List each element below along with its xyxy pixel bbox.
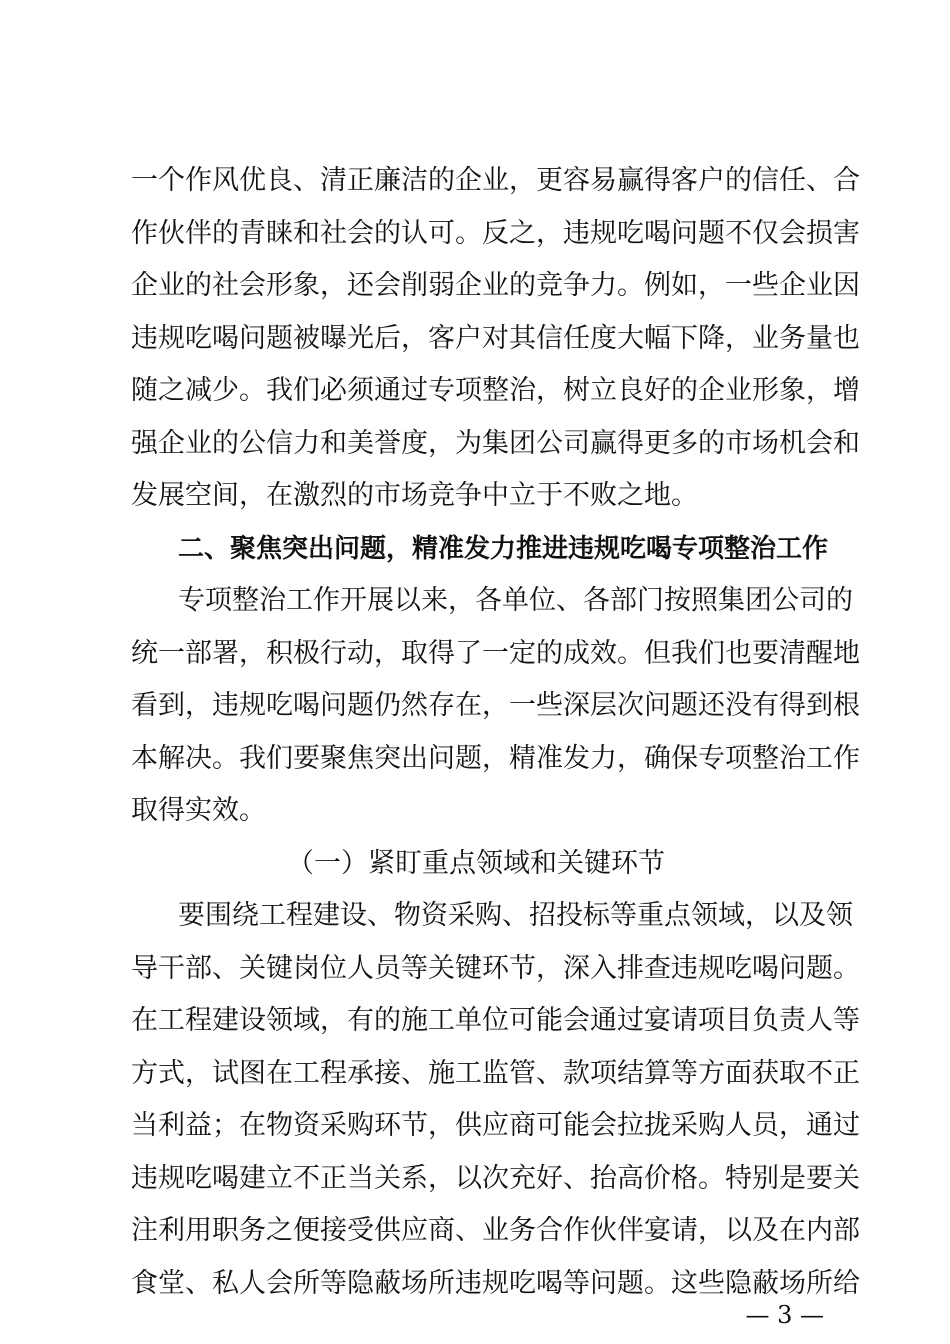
text-line: 违规吃喝建立不正当关系，以次充好、抬高价格。特别是要关 [131,1162,860,1194]
text-line: 方式，试图在工程承接、施工监管、款项结算等方面获取不正 [131,1057,860,1089]
text-line: 专项整治工作开展以来，各单位、各部门按照集团公司的 [178,585,853,616]
text-line: 导干部、关键岗位人员等关键环节，深入排查违规吃喝问题。 [131,952,860,984]
text-line: 违规吃喝问题被曝光后，客户对其信任度大幅下降，业务量也 [131,322,860,354]
text-line: 统一部署，积极行动，取得了一定的成效。但我们也要清醒地 [131,637,860,669]
text-line: 看到，违规吃喝问题仍然存在，一些深层次问题还没有得到根 [131,690,860,721]
text-line: 注利用职务之便接受供应商、业务合作伙伴宴请，以及在内部 [131,1215,860,1246]
text-line: 随之减少。我们必须通过专项整治，树立良好的企业形象，增 [131,375,860,406]
text-line: 发展空间，在激烈的市场竞争中立于不败之地。 [131,480,698,511]
text-line: 强企业的公信力和美誉度，为集团公司赢得更多的市场机会和 [131,427,860,459]
section-heading: 二、聚焦突出问题，精准发力推进违规吃喝专项整治工作 [178,533,829,564]
text-line: 一个作风优良、清正廉洁的企业，更容易赢得客户的信任、合 [131,165,860,196]
text-line: 在工程建设领域，有的施工单位可能会通过宴请项目负责人等 [131,1005,860,1036]
text-line: 本解决。我们要聚焦突出问题，精准发力，确保专项整治工作 [131,742,860,774]
text-line: 食堂、私人会所等隐蔽场所违规吃喝等问题。这些隐蔽场所给 [131,1267,860,1299]
text-line: 作伙伴的青睐和社会的认可。反之，违规吃喝问题不仅会损害 [131,217,860,249]
text-line: 当利益；在物资采购环节，供应商可能会拉拢采购人员，通过 [131,1110,860,1141]
text-line: 企业的社会形象，还会削弱企业的竞争力。例如，一些企业因 [131,270,860,301]
page-number: — 3 — [745,1301,824,1329]
text-line: 取得实效。 [131,795,266,826]
text-line: 要围绕工程建设、物资采购、招投标等重点领域，以及领 [178,900,853,931]
subsection-heading: （一）紧盯重点领域和关键环节 [287,847,665,879]
